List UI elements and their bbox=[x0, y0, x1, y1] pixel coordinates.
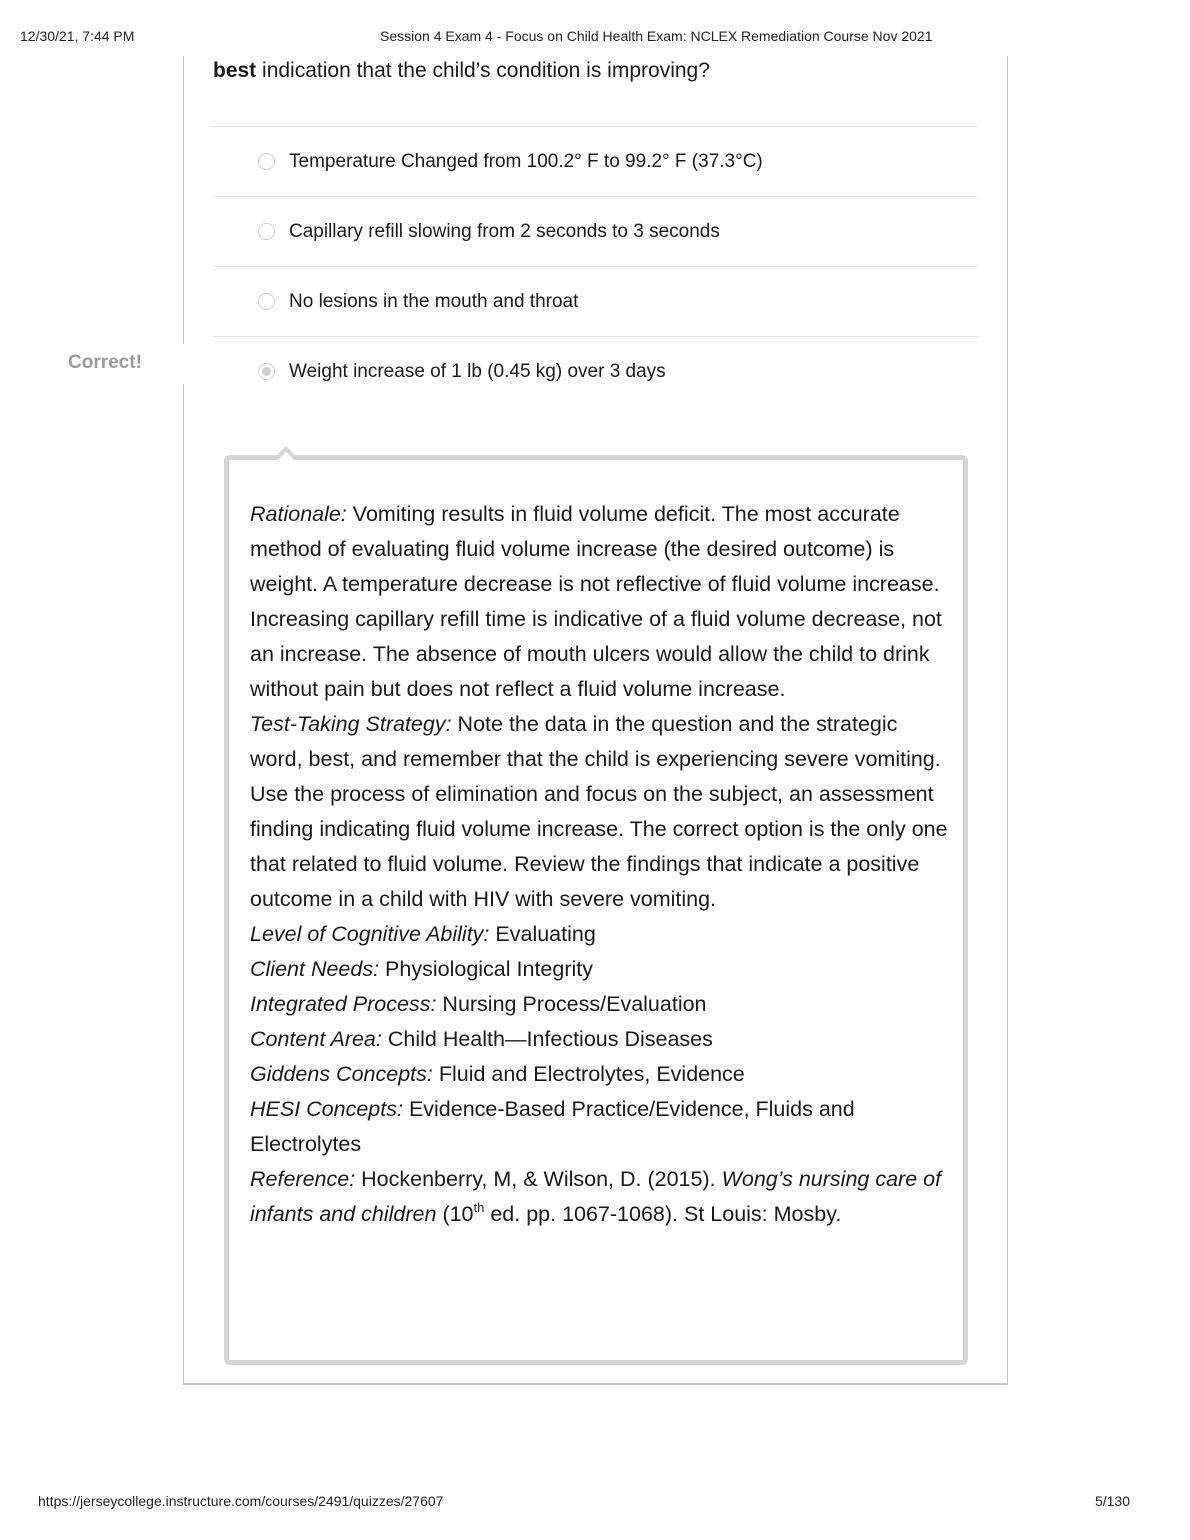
question-frame-right-border bbox=[1007, 56, 1008, 1384]
integrated-process-line bbox=[250, 987, 950, 1022]
reference-edition-suffix: th bbox=[473, 1200, 485, 1215]
print-page-number: 5/130 bbox=[1094, 1493, 1130, 1509]
question-frame-bottom-border bbox=[183, 1383, 1008, 1385]
print-header bbox=[0, 28, 1190, 48]
reference-label: Reference: bbox=[250, 1167, 356, 1191]
question-text-rest: indication that the child’s condition is improving? bbox=[256, 59, 710, 82]
strategy-label: Test-Taking Strategy: bbox=[250, 712, 452, 736]
correct-answer-label: Correct! bbox=[68, 352, 142, 373]
radio-button[interactable] bbox=[258, 293, 275, 310]
answer-option-no-lesions[interactable] bbox=[213, 266, 978, 336]
radio-button-selected[interactable] bbox=[258, 363, 275, 380]
integrated-process-value: Nursing Process/Evaluation bbox=[436, 992, 707, 1016]
answer-list bbox=[213, 126, 978, 406]
client-needs-line bbox=[250, 952, 950, 987]
question-frame-left-border-bottom bbox=[183, 384, 184, 1384]
giddens-concepts-line bbox=[250, 1057, 950, 1092]
answer-label: Temperature Changed from 100.2° F to 99.2° F (37.3°C) bbox=[289, 151, 763, 172]
content-area-line bbox=[250, 1022, 950, 1057]
reference-line bbox=[250, 1162, 950, 1232]
answer-option-weight-increase[interactable] bbox=[213, 336, 978, 406]
reference-book-title: Wong’s nursing care of infants and children bbox=[250, 1167, 942, 1226]
reference-edition-open: (10 bbox=[436, 1202, 474, 1226]
rationale-label: Rationale: bbox=[250, 502, 347, 526]
client-needs-label: Client Needs: bbox=[250, 957, 380, 981]
giddens-concepts-label: Giddens Concepts: bbox=[250, 1062, 433, 1086]
answer-label: Weight increase of 1 lb (0.45 kg) over 3 days bbox=[289, 361, 666, 382]
cognitive-level-value: Evaluating bbox=[489, 922, 596, 946]
hesi-concepts-value: Evidence-Based Practice/Evidence, Fluids and Electrolytes bbox=[250, 1097, 855, 1156]
answer-label: No lesions in the mouth and throat bbox=[289, 291, 579, 312]
client-needs-value: Physiological Integrity bbox=[379, 957, 593, 981]
radio-button[interactable] bbox=[258, 153, 275, 170]
giddens-concepts-value: Fluid and Electrolytes, Evidence bbox=[432, 1062, 745, 1086]
question-strategic-word: best bbox=[213, 59, 257, 82]
content-area-value: Child Health—Infectious Diseases bbox=[381, 1027, 713, 1051]
print-datetime: 12/30/21, 7:44 PM bbox=[20, 28, 135, 44]
rationale-content bbox=[250, 497, 950, 1232]
reference-authors: Hockenberry, M, & Wilson, D. (2015). bbox=[355, 1167, 722, 1191]
rationale-text: Vomiting results in fluid volume deficit. The most accurate method of evaluating fluid volume increase (the desired outcome) is weight. A temperature decrease is not reflective of fluid volume increase. Increasing capillary refill time is indicative of a fluid volume decrease, not an increase. The absence of mouth ulcers would allow the child to drink without pain but does not reflect a fluid volume increase. bbox=[250, 502, 942, 701]
answer-label: Capillary refill slowing from 2 seconds to 3 seconds bbox=[289, 221, 720, 242]
integrated-process-label: Integrated Process: bbox=[250, 992, 437, 1016]
strategy-text: Note the data in the question and the strategic word, best, and remember that the child is experiencing severe vomiting. Use the process of elimination and focus on the subject, an assessment finding indicating fluid volume increase. The correct option is the only one that related to fluid volume. Review the findings that indicate a positive outcome in a child with HIV with severe vomiting. bbox=[250, 712, 948, 911]
answer-option-capillary-refill[interactable] bbox=[213, 196, 978, 266]
radio-button[interactable] bbox=[258, 223, 275, 240]
reference-publisher: ed. pp. 1067-1068). St Louis: Mosby. bbox=[484, 1202, 842, 1226]
print-page-title: Session 4 Exam 4 - Focus on Child Health Exam: NCLEX Remediation Course Nov 2021 bbox=[380, 28, 933, 44]
content-area-label: Content Area: bbox=[250, 1027, 382, 1051]
strategy-paragraph bbox=[250, 707, 950, 917]
cognitive-level-line bbox=[250, 917, 950, 952]
hesi-concepts-line bbox=[250, 1092, 950, 1162]
question-text bbox=[213, 59, 710, 83]
print-footer bbox=[0, 1493, 1190, 1513]
rationale-paragraph bbox=[250, 497, 950, 707]
question-frame-left-border-top bbox=[183, 56, 184, 344]
rationale-pointer-arrow-fill bbox=[277, 452, 295, 461]
hesi-concepts-label: HESI Concepts: bbox=[250, 1097, 403, 1121]
answer-option-temperature[interactable] bbox=[213, 126, 978, 196]
print-url: https://jerseycollege.instructure.com/courses/2491/quizzes/27607 bbox=[38, 1493, 444, 1509]
cognitive-level-label: Level of Cognitive Ability: bbox=[250, 922, 490, 946]
